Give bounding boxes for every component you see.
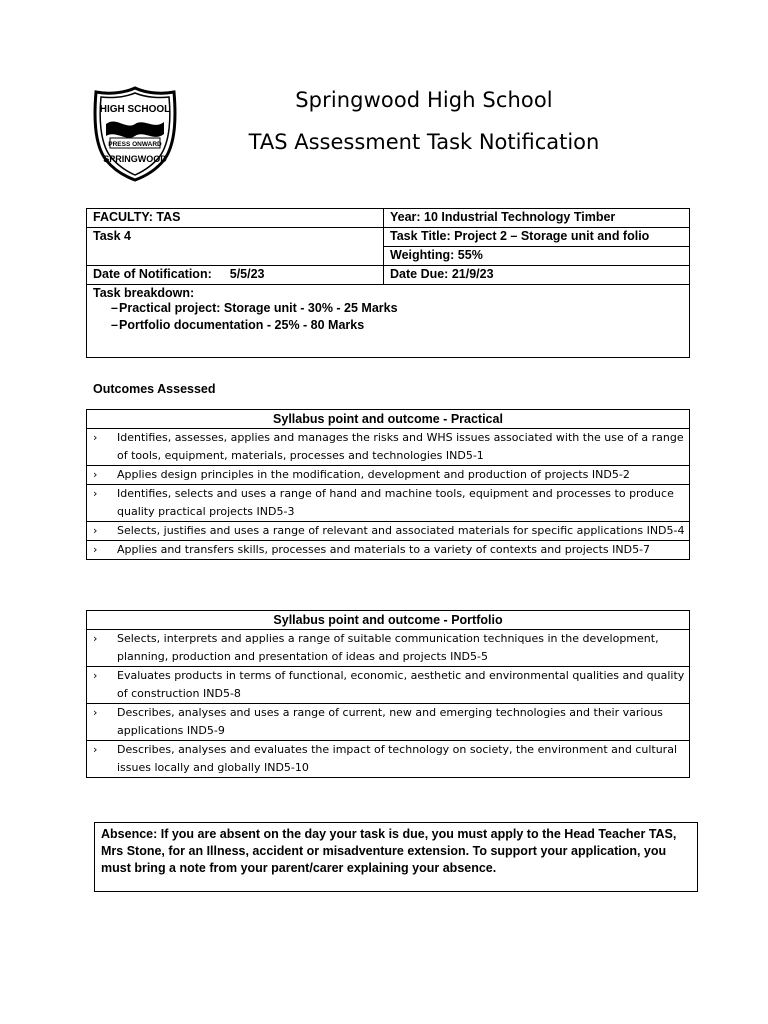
bullet-icon: › [93, 431, 98, 444]
outcome-text: Describes, analyses and uses a range of current, new and emerging technologies and their various applications IND5-9 [117, 706, 663, 737]
task-breakdown-label: Task breakdown: [93, 286, 195, 300]
outcome-row [87, 429, 690, 466]
outcome-row [87, 741, 690, 778]
practical-outcomes-table [86, 409, 690, 560]
task-breakdown-cell [87, 285, 690, 358]
portfolio-table-header: Syllabus point and outcome - Portfolio [87, 611, 690, 630]
outcome-row [87, 630, 690, 667]
outcome-row [87, 704, 690, 741]
portfolio-outcomes-table [86, 610, 690, 778]
outcome-row [87, 522, 690, 541]
year-cell: Year: 10 Industrial Technology Timber [384, 209, 690, 228]
task-info-table [86, 208, 690, 358]
outcome-text: Applies and transfers skills, processes and materials to a variety of contexts and projects IND5-7 [117, 543, 651, 556]
breakdown-item-practical: – Practical project: Storage unit - 30% - 25 Marks [93, 300, 683, 317]
outcome-row [87, 466, 690, 485]
absence-notice: Absence: If you are absent on the day your task is due, you must apply to the Head Teacher TAS, Mrs Stone, for an Illness, accident or misadventure extension. To support your application, you must bring a note from your parent/carer explaining your absence. [94, 822, 698, 892]
outcome-row [87, 485, 690, 522]
outcome-text: Selects, interprets and applies a range of suitable communication techniques in the development, planning, production and presentation of ideas and projects IND5-5 [117, 632, 659, 663]
faculty-cell: FACULTY: TAS [87, 209, 384, 228]
logo-text-top: HIGH SCHOOL [99, 104, 171, 115]
outcome-text: Evaluates products in terms of functional, economic, aesthetic and environmental qualities and quality of construction IND5-8 [117, 669, 685, 700]
bullet-icon: › [93, 669, 98, 682]
breakdown-item-portfolio: – Portfolio documentation - 25% - 80 Marks [93, 317, 683, 334]
bullet-icon: › [93, 468, 98, 481]
outcome-text: Selects, justifies and uses a range of relevant and associated materials for specific applications IND5-4 [117, 524, 685, 537]
task-number-cell: Task 4 [87, 228, 384, 266]
date-due-cell: Date Due: 21/9/23 [384, 266, 690, 285]
outcome-text: Applies design principles in the modification, development and production of projects IND5-2 [117, 468, 630, 481]
practical-table-header: Syllabus point and outcome - Practical [87, 410, 690, 429]
outcome-text: Describes, analyses and evaluates the impact of technology on society, the environment and cultural issues locally and globally IND5-10 [117, 743, 677, 774]
outcome-text: Identifies, selects and uses a range of hand and machine tools, equipment and processes to produce quality practical projects IND5-3 [117, 487, 674, 518]
bullet-icon: › [93, 632, 98, 645]
task-title-cell: Task Title: Project 2 – Storage unit and folio [384, 228, 690, 247]
outcome-row [87, 541, 690, 560]
outcome-text: Identifies, assesses, applies and manages the risks and WHS issues associated with the use of a range of tools, equipment, materials, processes and technologies IND5-1 [117, 431, 684, 462]
bullet-icon: › [93, 487, 98, 500]
bullet-icon: › [93, 543, 98, 556]
bullet-icon: › [93, 524, 98, 537]
task-breakdown-list [93, 300, 683, 334]
logo-motto: PRESS ONWARD [108, 141, 162, 148]
date-notification-cell [87, 266, 384, 285]
notice-title: TAS Assessment Task Notification [248, 130, 600, 154]
weighting-cell: Weighting: 55% [384, 247, 690, 266]
date-notification-label: Date of Notification: [93, 267, 212, 281]
outcomes-heading: Outcomes Assessed [93, 382, 216, 396]
logo-text-bottom: SPRINGWOOD [103, 154, 167, 164]
date-notification-value: 5/5/23 [229, 267, 265, 281]
bullet-icon: › [93, 706, 98, 719]
bullet-icon: › [93, 743, 98, 756]
outcome-row [87, 667, 690, 704]
school-name: Springwood High School [295, 88, 553, 112]
